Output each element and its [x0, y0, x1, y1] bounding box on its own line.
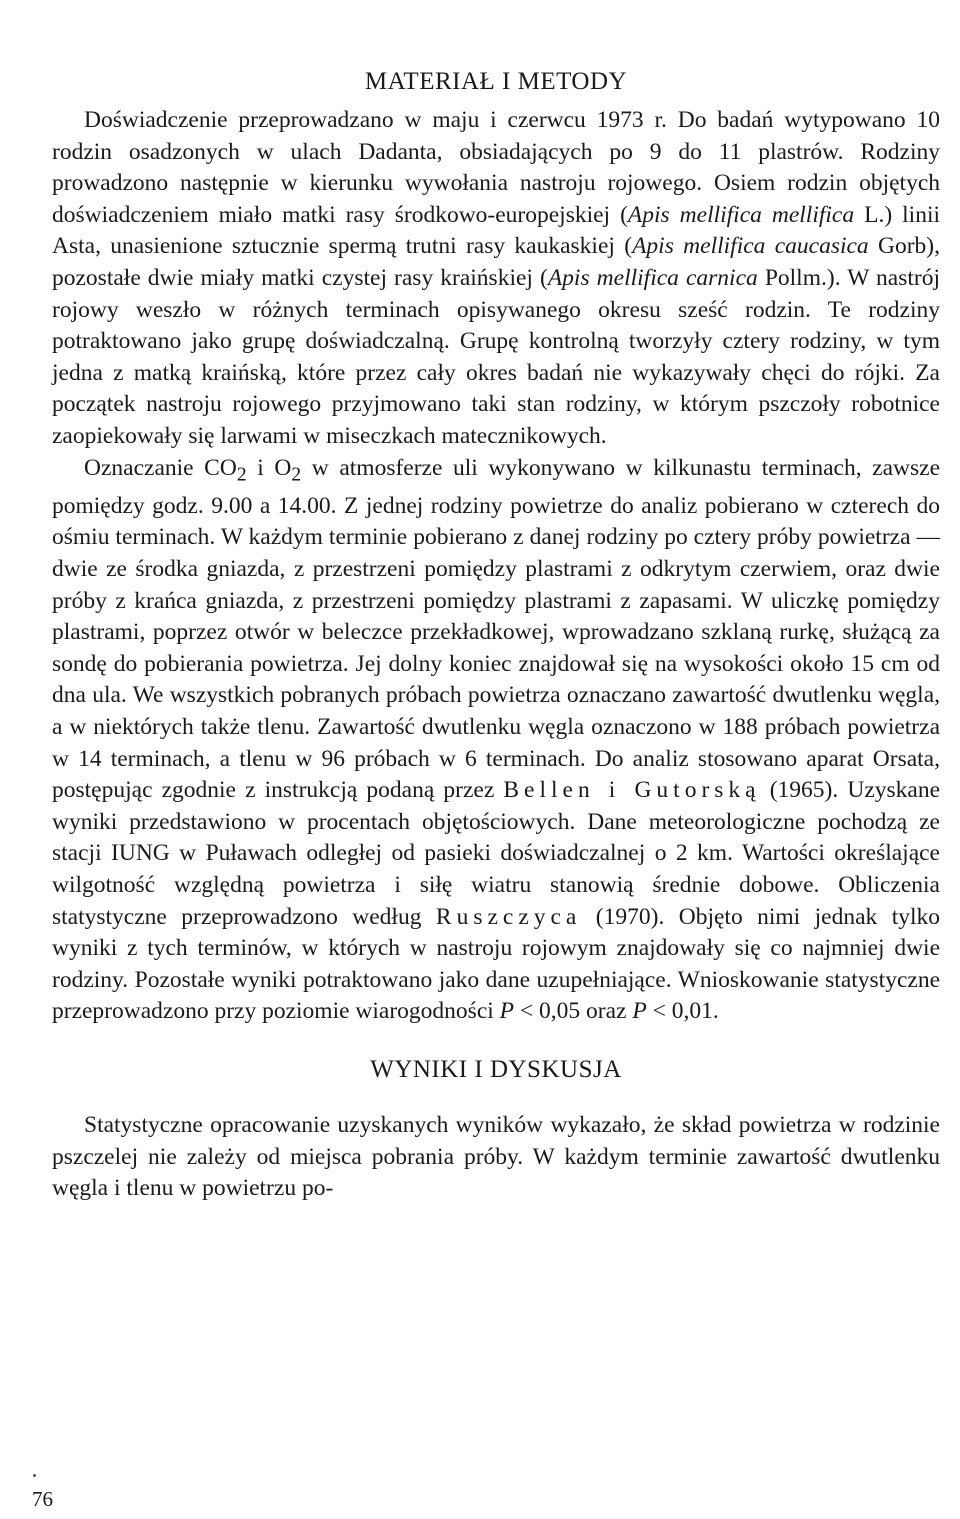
text-run: (1970). Objęto nimi jednak tylko wyniki z tych terminów, w których w nastroju rojowym znajdowały się co najmniej dwie rodziny. Pozostałe wyniki potraktowano jako dane uzupełniające. Wnioskowanie statystyczne przeprowadzono przy poziomie wiarogodności — [52, 903, 940, 1025]
cited-author: Bellen i Gutorską — [503, 777, 761, 804]
subscript: 2 — [236, 464, 247, 486]
methods-paragraph-1 — [52, 105, 940, 453]
cited-author: Ruszczyca — [435, 903, 582, 930]
methods-paragraph-2 — [52, 453, 940, 1028]
section-heading-methods: MATERIAŁ I METODY — [364, 68, 628, 95]
section-heading-results: WYNIKI I DYSKUSJA — [370, 1055, 622, 1083]
text-run: (1965). Uzyskane wyniki przedstawiono w procentach objętościowych. Dane meteorologiczne pochodzą ze stacji IUNG w Puławach odległej od pasieki doświadczalnej o 2 km. Wartości określające wilgotność względną powietrza i siłę wiatru stanowią średnie dobowe. Obliczenia statystyczne przeprowadzono według — [52, 777, 941, 930]
text-run: < 0,01. — [646, 998, 719, 1025]
text-run: L.) linii Asta, unasienione sztucznie spermą trutni rasy kaukaskiej ( — [52, 201, 940, 260]
text-run: i O — [246, 454, 292, 481]
math-symbol: P — [499, 998, 515, 1025]
margin-mark — [33, 1474, 36, 1477]
text-run: < 0,05 oraz — [514, 998, 633, 1025]
math-symbol: P — [632, 998, 647, 1025]
text-run: Pollm.). W nastrój rojowy weszło w różnych terminach opisywanego okresu sześć rodzin. Te rodziny potraktowano jako grupę doświadczalną. Grupę kontrolną tworzyły cztery rodziny, w tym jedna z matką kraińską, które przez cały okres badań nie wykazywały chęci do rójki. Za początek nastroju rojowego przyjmowano taki stan rodziny, w którym pszczoły robotnice zaopiekowały się larwami w miseczkach matecznikowych. — [52, 264, 940, 449]
species-name: Apis mellifica mellifica — [627, 201, 855, 228]
subscript: 2 — [291, 464, 302, 486]
page-body — [52, 0, 940, 1205]
results-paragraph-1: Statystyczne opracowanie uzyskanych wyników wykazało, że skład powietrza w rodzinie pszczelej nie zależy od miejsca pobrania próby. W każdym terminie zawartość dwutlenku węgla i tlenu w powietrzu po- — [52, 1111, 940, 1202]
text-run: Doświadczenie przeprowadzano w maju i czerwcu 1973 r. Do badań wytypowano 10 rodzin osadzonych w ulach Dadanta, obsiadających po 9 do 11 plastrów. Rodziny prowadzono następnie w kierunku wywołania nastroju rojowego. Osiem rodzin objętych doświadczeniem miało matki rasy środkowo-europejskiej ( — [52, 107, 940, 228]
text-run: w atmosferze uli wykonywano w kilkunastu terminach, zawsze pomiędzy godz. 9.00 a 14.00. Z jednej rodziny powietrze do analiz pobierano w czterech do ośmiu terminach. W każdym terminie pobierano z danej rodziny po cztery próby powietrza — dwie ze środka gniazda, z przestrzeni pomiędzy plastrami z odkrytym czerwiem, oraz dwie próby z krańca gniazda, z przestrzeni pomiędzy plastrami z zapasami. W uliczkę pomiędzy plastrami, poprzez otwór w beleczce przekładkowej, wprowadzano szklaną rurkę, służącą za sondę do pobierania powietrza. Jej dolny koniec znajdował się na wysokości około 15 cm od dna ula. We wszystkich pobranych próbach powietrza oznaczano zawartość dwutlenku węgla, a w niektórych także tlenu. Zawartość dwutlenku węgla oznaczono w 188 próbach powietrza w 14 terminach, a tlenu w 96 próbach w 6 terminach. Do analiz stosowano aparat Orsata, postępując zgodnie z instrukcją podaną przez — [52, 454, 941, 804]
text-run: Oznaczanie CO — [84, 454, 237, 481]
text-run: Gorb), pozostałe dwie miały matki czystej rasy kraińskiej ( — [52, 233, 940, 291]
species-name: Apis mellifica carnica — [547, 264, 758, 291]
page-number: 76 — [32, 1487, 53, 1511]
species-name: Apis mellifica caucasica — [632, 233, 869, 260]
